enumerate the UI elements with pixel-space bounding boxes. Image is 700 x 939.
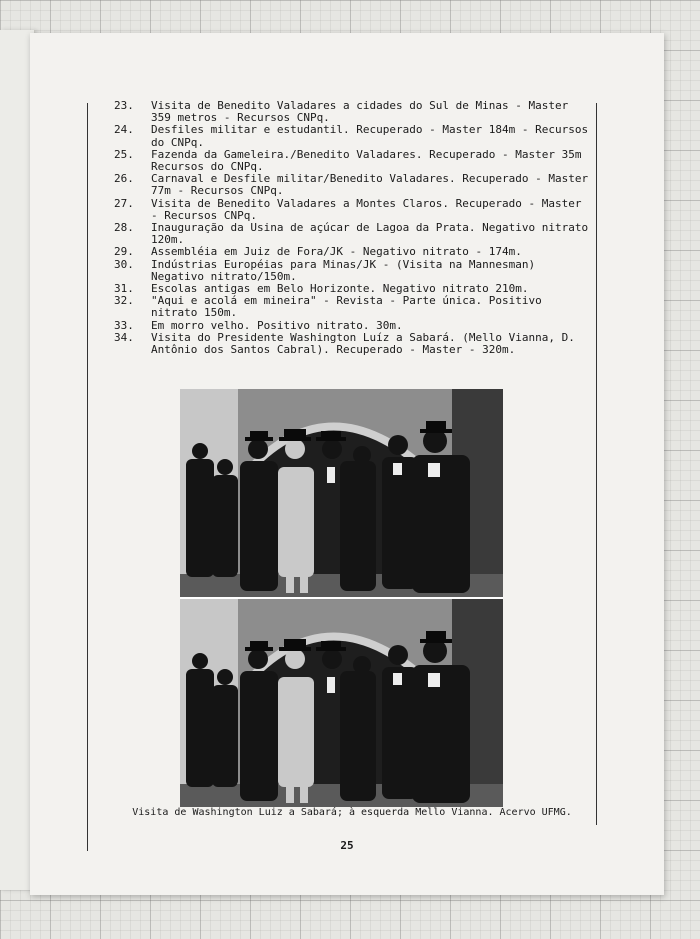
item-number: 24.: [114, 123, 134, 137]
item-text: "Aqui e acolá em mineira" - Revista - Parte única. Positivo nitrato 150m.: [151, 294, 542, 320]
list-item: [114, 295, 594, 319]
list-item: [114, 100, 594, 124]
list-item: [114, 259, 594, 283]
item-text: Carnaval e Desfile militar/Benedito Valadares. Recuperado - Master 77m - Recursos CNPq.: [151, 172, 589, 198]
item-text: Em morro velho. Positivo nitrato. 30m.: [151, 318, 403, 332]
item-number: 32.: [114, 294, 134, 308]
left-margin-rule: [87, 103, 88, 851]
list-item: [114, 246, 594, 258]
item-text: Indústrias Européias para Minas/JK - (Visita na Mannesman) Negativo nitrato/150m.: [151, 257, 536, 283]
item-number: 28.: [114, 221, 134, 235]
item-text: Assembléia em Juiz de Fora/JK - Negativo nitrato - 174m.: [151, 245, 522, 259]
list-item: [114, 173, 594, 197]
item-number: 33.: [114, 318, 134, 332]
right-margin-rule: [596, 103, 597, 825]
item-text: Fazenda da Gameleira./Benedito Valadares. Recuperado - Master 35m Recursos do CNPq.: [151, 147, 582, 174]
item-number: 27.: [114, 196, 134, 210]
page-number: 25: [340, 839, 354, 852]
item-number: 34.: [114, 330, 134, 344]
item-number: 30.: [114, 257, 134, 271]
list-item: [114, 149, 594, 173]
archival-photo-pair: [180, 389, 503, 807]
list-item: [114, 222, 594, 246]
item-text: Visita de Benedito Valadares a Montes Claros. Recuperado - Master - Recursos CNPq.: [151, 196, 582, 222]
photo-caption: Visita de Washington Luiz a Sabará; à esquerda Mello Vianna. Acervo UFMG.: [132, 807, 572, 818]
list-item: [114, 124, 594, 148]
item-text: Inauguração da Usina de açúcar de Lagoa da Prata. Negativo nitrato 120m.: [151, 221, 589, 247]
item-number: 23.: [114, 99, 134, 112]
document-page: [30, 33, 664, 895]
item-text: Visita do Presidente Washington Luíz a Sabará. (Mello Vianna, D. Antônio dos Santos Cabral). Recuperado - Master - 320m.: [151, 330, 575, 357]
list-item: [114, 198, 594, 222]
item-number: 29.: [114, 245, 134, 259]
item-number: 26.: [114, 172, 134, 186]
photo-frame: [180, 389, 503, 807]
film-list: [114, 100, 594, 356]
item-text: Escolas antigas em Belo Horizonte. Negativo nitrato 210m.: [151, 282, 529, 296]
list-item: [114, 332, 594, 356]
item-number: 25.: [114, 147, 134, 161]
item-text: Desfiles militar e estudantil. Recuperado - Master 184m - Recursos do CNPq.: [151, 123, 589, 149]
item-text: Visita de Benedito Valadares a cidades do Sul de Minas - Master 359 metros - Recursos CNPq.: [151, 99, 569, 125]
item-number: 31.: [114, 282, 134, 296]
